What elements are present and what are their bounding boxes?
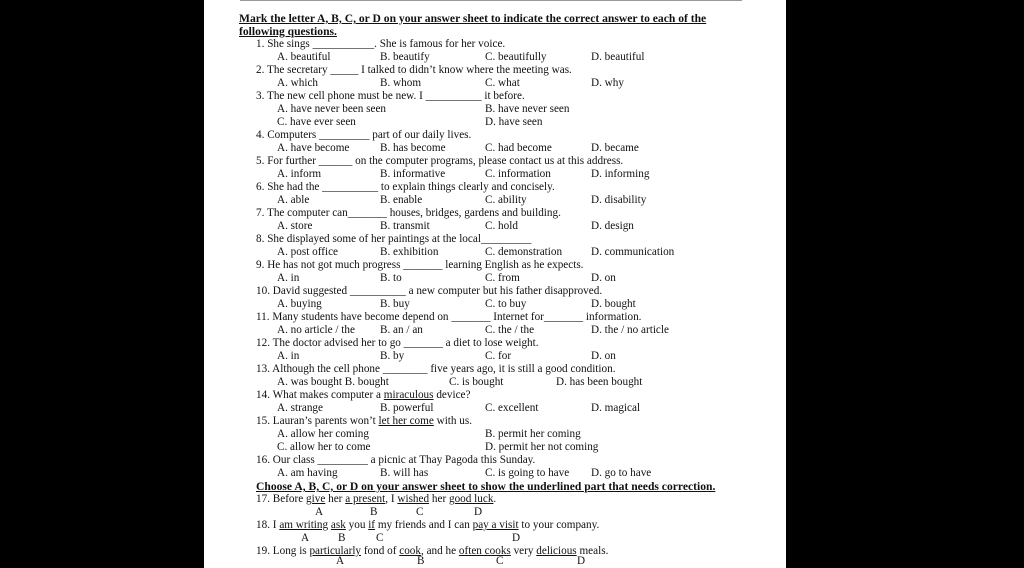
q15-stem-pre: 15. Lauran’s parents won’t [256,415,379,427]
q17-part-c: wished [397,493,430,505]
q6-option-b: B. enable [380,194,423,206]
q18-letter-c: C [376,532,384,544]
q18-part-d: pay a visit [472,519,519,531]
q17-text: her [325,493,346,505]
q18-part-a: am writing [279,519,329,531]
q12-option-b: B. by [380,350,405,362]
q10-option-a: A. buying [277,298,322,310]
question-3: 3. The new cell phone must be new. I __________ it before. [256,90,525,102]
q8-option-d: D. communication [591,246,675,258]
q5-option-d: D. informing [591,168,650,180]
q14-option-b: B. powerful [380,402,434,414]
q1-option-b: B. beautify [380,51,430,63]
q18-part-b: ask [330,519,346,531]
q19-letter-b: B [417,555,425,567]
q10-option-c: C. to buy [485,298,527,310]
instruction-part1-line2: following questions. [239,25,337,38]
question-16: 16. Our class _________ a picnic at Thay Pagoda this Sunday. [256,454,536,466]
q17-text: , I [385,493,398,505]
q2-option-c: C. what [485,77,520,89]
q15-stem-underlined: let her come [378,415,434,427]
q12-option-d: D. on [591,350,616,362]
q7-option-a: A. store [277,220,313,232]
instruction-part1-line1: Mark the letter A, B, C, or D on your answer sheet to indicate the correct answer to each of the [239,12,707,25]
q5-option-a: A. inform [277,168,322,180]
q3-option-b: B. have never seen [485,103,570,115]
q18-letter-d: D [512,532,521,544]
q6-option-d: D. disability [591,194,647,206]
q14-stem-pre: 14. What makes computer a [256,389,384,401]
q2-option-b: B. whom [380,77,422,89]
q17-text: . [493,493,497,505]
q5-option-b: B. informative [380,168,446,180]
question-1: 1. She sings ___________. She is famous for her voice. [256,38,506,50]
q19-text: meals. [576,545,609,557]
question-6: 6. She had the __________ to explain things clearly and concisely. [256,181,555,193]
q14-stem-post: device? [433,389,471,401]
q18-text: to your company. [518,519,600,531]
q3-option-a: A. have never been seen [277,103,387,115]
q1-option-c: C. beautifully [485,51,547,63]
q6-option-a: A. able [277,194,310,206]
q13-option-c: C. is bought [449,376,504,388]
q18-part-c: if [368,519,376,531]
q4-option-c: C. had become [485,142,552,154]
q19-letter-d: D [577,555,586,567]
question-9: 9. He has not got much progress _______ learning English as he expects. [256,259,584,271]
question-4: 4. Computers _________ part of our daily lives. [256,129,472,141]
q17-part-a: give [306,493,326,505]
q14-option-a: A. strange [277,402,323,414]
q7-option-c: C. hold [485,220,518,232]
q2-option-d: D. why [591,77,624,89]
top-rule [240,0,742,1]
q6-option-c: C. ability [485,194,527,206]
question-12: 12. The doctor advised her to go _______ a diet to lose weight. [256,337,539,349]
question-11: 11. Many students have become depend on _______ Internet for_______ information. [256,311,642,323]
q3-option-c: C. have ever seen [277,116,356,128]
question-15 [256,415,472,427]
q17-letter-b: B [370,506,378,518]
q9-option-d: D. on [591,272,616,284]
question-2: 2. The secretary _____ I talked to didn’t know where the meeting was. [256,64,572,76]
q18-text: my friends and I can [375,519,473,531]
q19-text: very [510,545,537,557]
q7-option-b: B. transmit [380,220,430,232]
q1-option-a: A. beautiful [277,51,331,63]
q17-text: 17. Before [256,493,307,505]
question-7: 7. The computer can_______ houses, bridges, gardens and building. [256,207,561,219]
q16-option-a: A. am having [277,467,338,479]
q17-part-d: good luck [448,493,494,505]
q19-text: fond of [361,545,400,557]
q10-option-b: B. buy [380,298,410,310]
question-8: 8. She displayed some of her paintings at the local_________ [256,233,532,245]
q10-option-d: D. bought [591,298,636,310]
q11-option-d: D. the / no article [591,324,669,336]
q14-stem-underlined: miraculous [383,389,434,401]
q11-option-a: A. no article / the [277,324,355,336]
question-14 [256,389,470,401]
q12-option-c: C. for [485,350,512,362]
q3-option-d: D. have seen [485,116,543,128]
q15-option-b: B. permit her coming [485,428,581,440]
q13-option-d: D. has been bought [556,376,643,388]
question-10: 10. David suggested __________ a new computer but his father disapproved. [256,285,603,297]
q4-option-b: B. has become [380,142,446,154]
q17-part-b: a present [345,493,386,505]
q11-option-b: B. an / an [380,324,423,336]
q4-option-a: A. have become [277,142,350,154]
q17-letter-d: D [474,506,483,518]
q18-letter-a: A [301,532,310,544]
q19-part-d: delicious [536,545,577,557]
q16-option-d: D. go to have [591,467,652,479]
q9-option-b: B. to [380,272,402,284]
q19-part-b: cook [399,545,421,557]
q19-text: , and he [420,545,459,557]
q19-part-a: particularly [309,545,362,557]
q13-option-ab: A. was bought B. bought [277,376,389,388]
question-17 [256,493,496,505]
q9-option-a: A. in [277,272,300,284]
q9-option-c: C. from [485,272,520,284]
q19-letter-a: A [336,555,345,567]
q8-option-c: C. demonstration [485,246,563,258]
q5-option-c: C. information [485,168,551,180]
q8-option-a: A. post office [277,246,339,258]
q17-letter-c: C [416,506,424,518]
q17-text: her [429,493,449,505]
question-19 [256,545,608,557]
q18-text: you [345,519,369,531]
question-18 [256,519,599,531]
q15-option-d: D. permit her not coming [485,441,599,453]
q12-option-a: A. in [277,350,300,362]
q15-stem-post: with us. [433,415,473,427]
worksheet-page [204,0,786,568]
q4-option-d: D. became [591,142,639,154]
q15-option-a: A. allow her coming [277,428,369,440]
q1-option-d: D. beautiful [591,51,645,63]
q7-option-d: D. design [591,220,634,232]
q16-option-c: C. is going to have [485,467,570,479]
q19-part-c: often cooks [458,545,511,557]
q15-option-c: C. allow her to come [277,441,371,453]
q14-option-d: D. magical [591,402,641,414]
q17-letter-a: A [315,506,324,518]
q11-option-c: C. the / the [485,324,535,336]
q16-option-b: B. will has [380,467,429,479]
q18-text: 18. I [256,519,280,531]
question-13: 13. Although the cell phone ________ five years ago, it is still a good condition. [256,363,616,375]
q18-letter-b: B [338,532,346,544]
q8-option-b: B. exhibition [380,246,439,258]
q19-letter-c: C [496,555,504,567]
q19-text: 19. Long is [256,545,310,557]
q2-option-a: A. which [277,77,319,89]
q14-option-c: C. excellent [485,402,539,414]
question-5: 5. For further ______ on the computer programs, please contact us at this address. [256,155,624,167]
instruction-part2: Choose A, B, C, or D on your answer sheet to show the underlined part that needs correction. [256,480,716,493]
